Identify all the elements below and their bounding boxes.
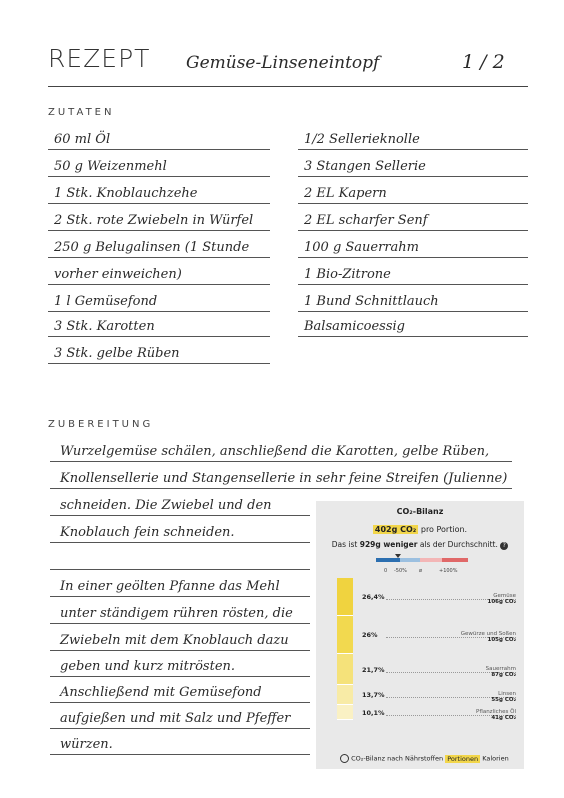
ingredient-row: 250 g Belugalinsen (1 Stunde bbox=[48, 231, 270, 258]
co2-percent: 21,7% bbox=[362, 665, 385, 674]
co2-category: Linsen 55g CO₂ bbox=[491, 691, 516, 704]
help-icon[interactable]: ? bbox=[500, 542, 508, 550]
ingredient-row: 3 Stk. gelbe Rüben bbox=[48, 337, 270, 364]
co2-category: Gemüse 106g CO₂ bbox=[487, 593, 516, 606]
co2-title: CO₂-Bilanz bbox=[396, 507, 444, 516]
co2-percent: 26,4% bbox=[362, 593, 385, 602]
comparison-scale bbox=[376, 558, 468, 562]
prep-line: unter ständigem rühren rösten, die bbox=[50, 597, 310, 624]
prep-line: schneiden. Die Zwiebel und den bbox=[50, 489, 310, 516]
co2-amount-line bbox=[316, 525, 524, 534]
co2-bar-segment bbox=[337, 685, 353, 705]
scale-label: +100% bbox=[439, 568, 458, 574]
co2-category: Sauerrahm 87g CO₂ bbox=[485, 665, 516, 678]
ingredient-row: 2 Stk. rote Zwiebeln in Würfel bbox=[48, 204, 270, 231]
prep-line: Wurzelgemüse schälen, anschließend die Karotten, gelbe Rüben, bbox=[50, 435, 512, 462]
ingredient-row: 3 Stk. Karotten bbox=[48, 310, 270, 337]
option-portionen[interactable]: Portionen bbox=[447, 754, 479, 763]
ingredient-row: 1 Bio-Zitrone bbox=[298, 258, 528, 285]
co2-percent: 10,1% bbox=[362, 708, 385, 717]
prep-line: Anschließend mit Gemüsefond bbox=[50, 676, 310, 703]
co2-category: Pflanzliches Öl 41g CO₂ bbox=[476, 708, 516, 721]
co2-balance-widget bbox=[316, 501, 524, 769]
co2-compare-value: 929g weniger bbox=[359, 540, 418, 549]
prep-line bbox=[50, 543, 310, 570]
ingredients-heading: ZUTATEN bbox=[48, 107, 115, 118]
co2-per: pro Portion. bbox=[420, 525, 468, 534]
prep-line: würzen. bbox=[50, 728, 310, 755]
prep-line: geben und kurz mitrösten. bbox=[50, 650, 310, 677]
page-number: 1 / 2 bbox=[462, 51, 505, 73]
title-rule bbox=[48, 86, 528, 87]
co2-bar-segment bbox=[337, 578, 353, 616]
co2-category: Gewürze und Soßen 105g CO₂ bbox=[460, 631, 516, 644]
prep-line: In einer geölten Pfanne das Mehl bbox=[50, 570, 310, 597]
co2-bar-segment bbox=[337, 705, 353, 720]
co2-bar-segment bbox=[337, 654, 353, 685]
ingredient-row: 50 g Weizenmehl bbox=[48, 150, 270, 177]
option-kalorien[interactable]: Kalorien bbox=[482, 754, 509, 763]
co2-compare-line: Das ist 929g weniger als der Durchschnitt. ? bbox=[316, 540, 524, 550]
preparation-heading: ZUBEREITUNG bbox=[48, 419, 154, 430]
co2-percent: 26% bbox=[362, 631, 378, 640]
ingredient-row: 1 Stk. Knoblauchzehe bbox=[48, 177, 270, 204]
prep-line: Zwiebeln mit dem Knoblauch dazu bbox=[50, 624, 310, 651]
prep-line: Knoblauch fein schneiden. bbox=[50, 516, 310, 543]
option-naehrstoffen[interactable]: Nährstoffen bbox=[404, 754, 444, 763]
ingredient-row: 100 g Sauerrahm bbox=[298, 231, 528, 258]
ingredient-row: 1 l Gemüsefond bbox=[48, 285, 270, 312]
ingredient-row: Balsamicoessig bbox=[298, 310, 528, 337]
ingredient-row: vorher einweichen) bbox=[48, 258, 270, 285]
co2-percent: 13,7% bbox=[362, 691, 385, 700]
recipe-name: Gemüse-Linseneintopf bbox=[186, 53, 380, 73]
prep-line: Knollensellerie und Stangensellerie in sehr feine Streifen (Julienne) bbox=[50, 462, 512, 489]
ingredient-row: 60 ml Öl bbox=[48, 123, 270, 150]
scale-label: -50% bbox=[394, 568, 407, 574]
co2-amount: 402g CO₂ bbox=[374, 525, 417, 534]
ingredient-row bbox=[298, 337, 528, 363]
ingredient-row: 1/2 Sellerieknolle bbox=[298, 123, 528, 150]
ingredient-row: 3 Stangen Sellerie bbox=[298, 150, 528, 177]
settings-icon[interactable] bbox=[340, 754, 349, 763]
scale-label: 0 bbox=[384, 568, 388, 574]
ingredient-row: 2 EL scharfer Senf bbox=[298, 204, 528, 231]
scale-label: ø bbox=[419, 568, 423, 574]
ingredient-row: 1 Bund Schnittlauch bbox=[298, 285, 528, 312]
page-title: REZEPT bbox=[48, 44, 151, 73]
co2-bar-segment bbox=[337, 616, 353, 654]
co2-footer: CO₂-Bilanz nach Nährstoffen Portionen Kalorien bbox=[340, 754, 509, 763]
ingredient-row: 2 EL Kapern bbox=[298, 177, 528, 204]
prep-line: aufgießen und mit Salz und Pfeffer bbox=[50, 702, 310, 729]
